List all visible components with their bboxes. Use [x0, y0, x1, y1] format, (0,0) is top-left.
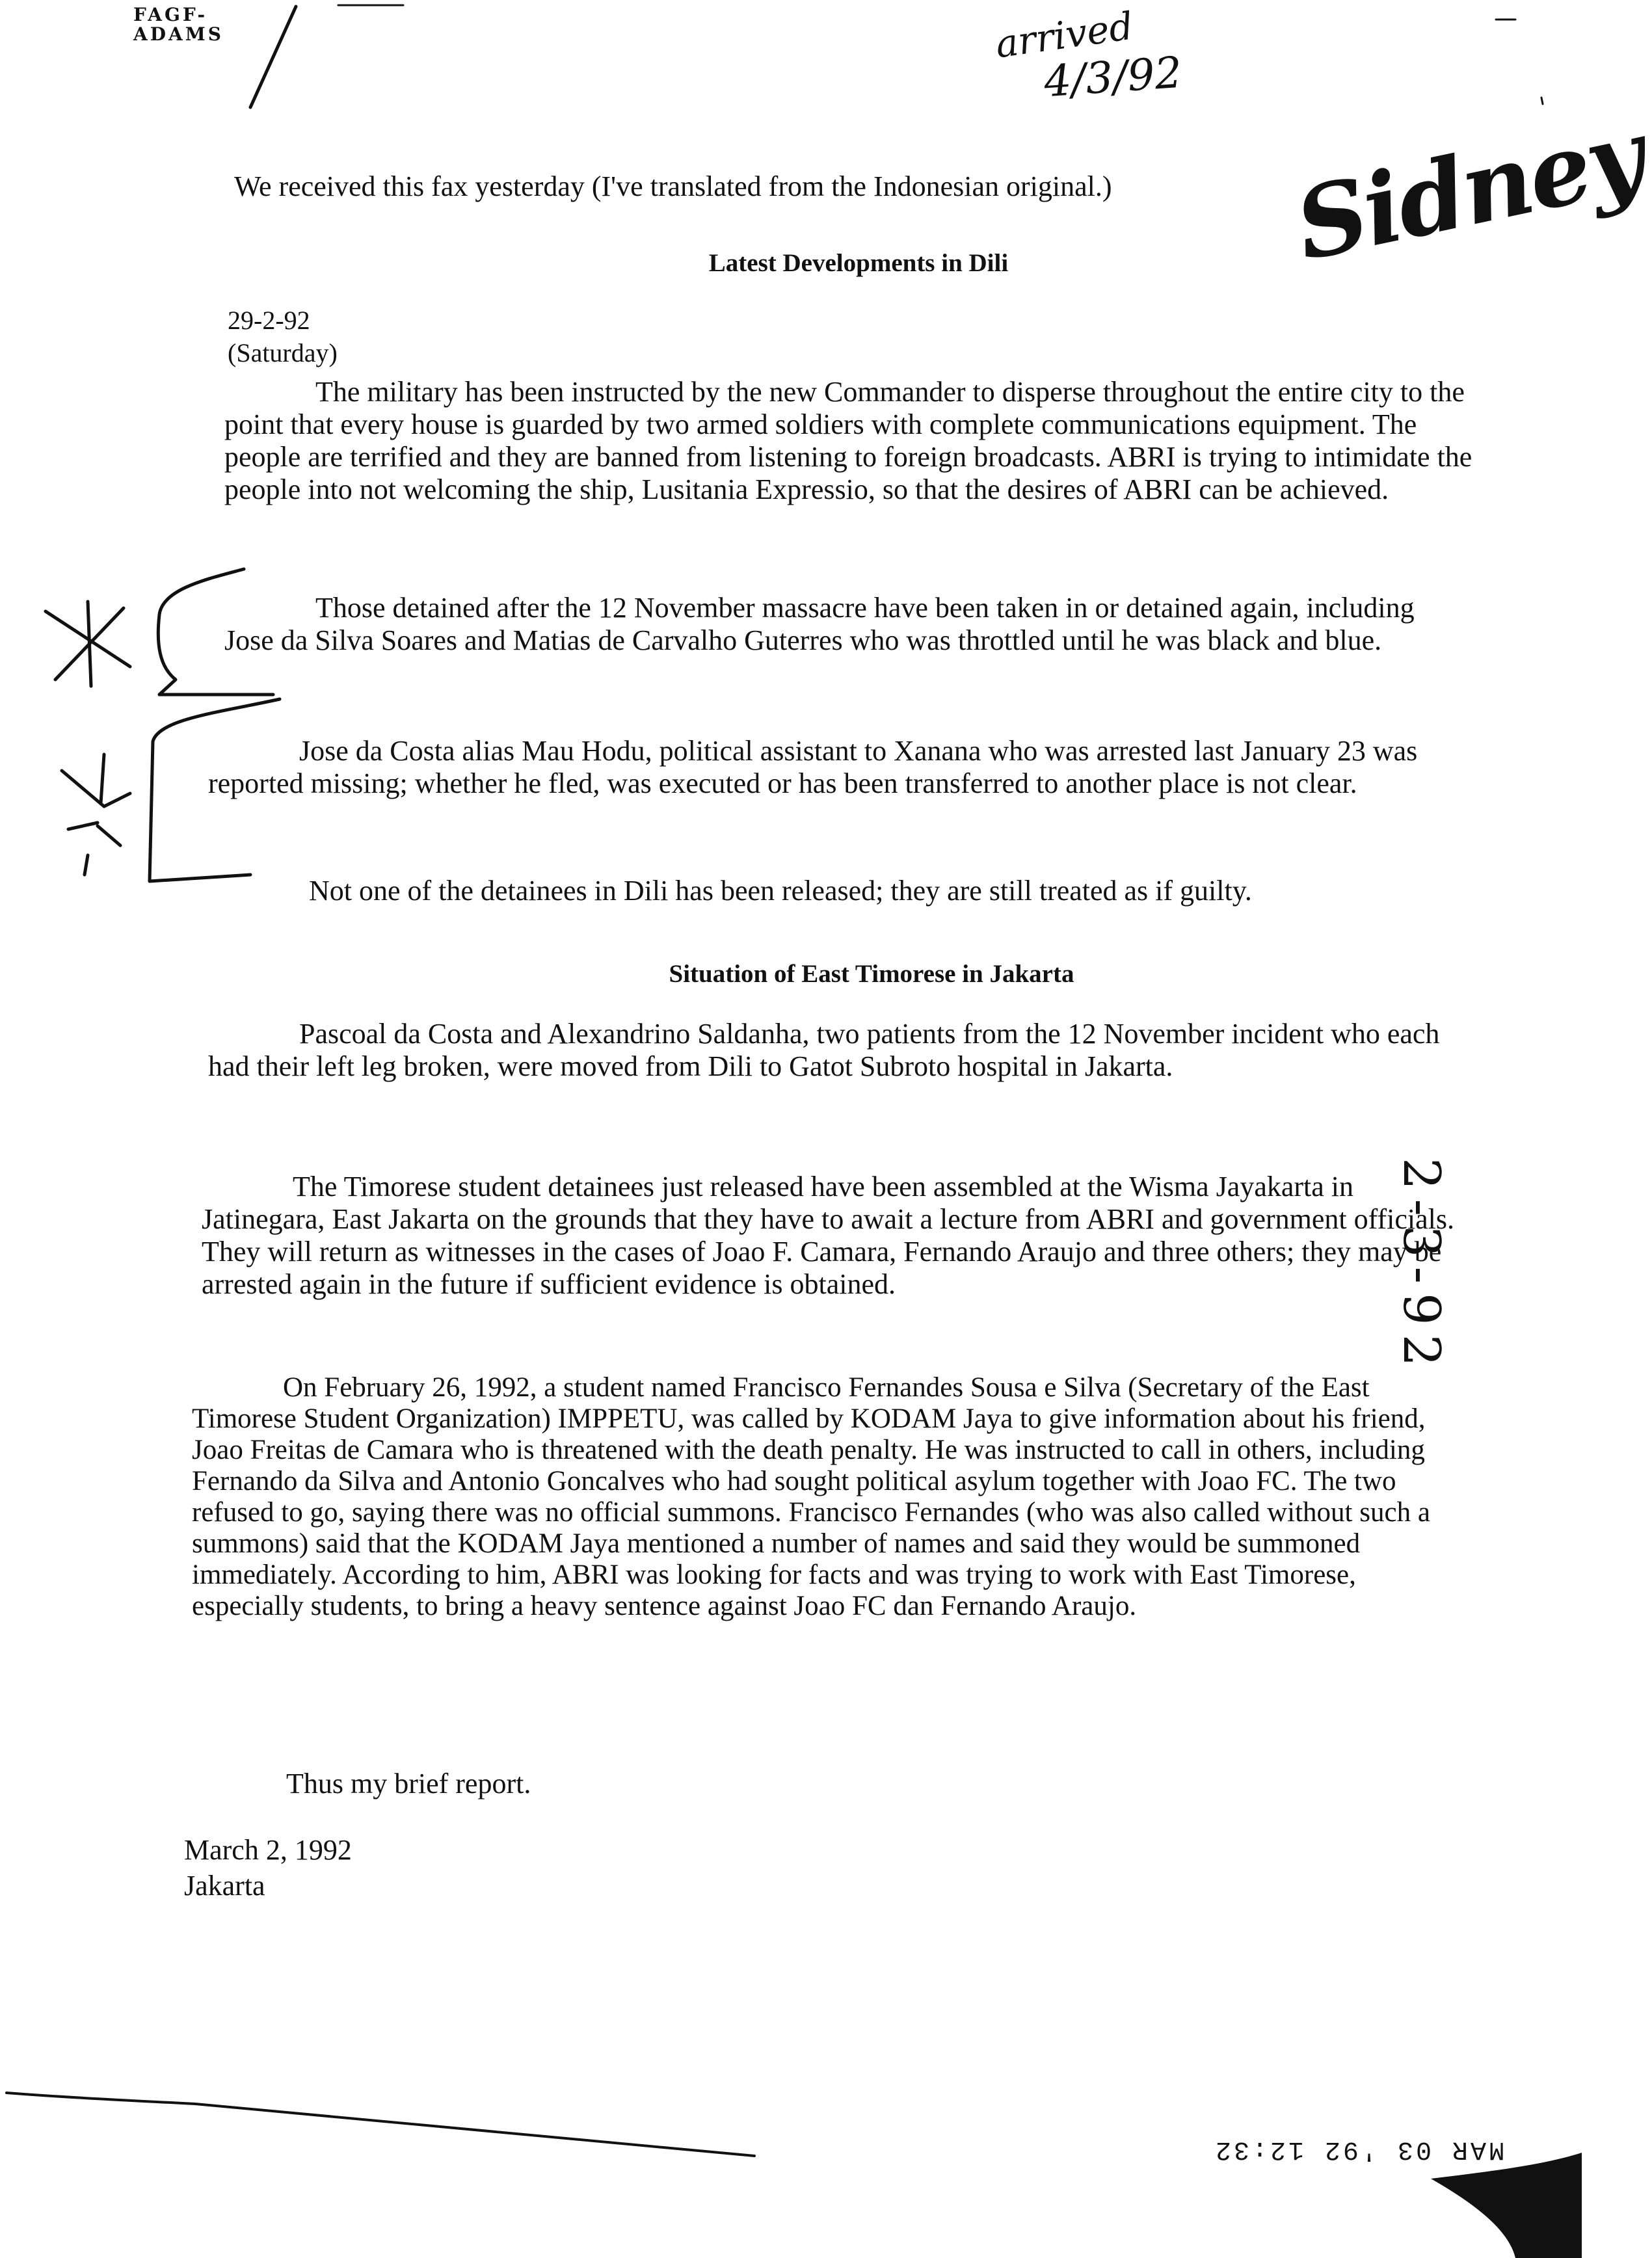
section-1-paragraph: Jose da Costa alias Mau Hodu, political assistant to Xanana who was arrested last January 23 was reported missing; whether he fled, was executed or has been transferred to another place is not clear. [208, 735, 1418, 799]
intro-line: We received this fax yesterday (I've translated from the Indonesian original.) [234, 170, 1112, 202]
asterisk-mark-2 [62, 754, 130, 875]
section-2-paragraph: Pascoal da Costa and Alexandrino Saldanha, two patients from the 12 November incident who each had their left leg broken, were moved from Dili to Gatot Subroto hospital in Jakarta. [208, 1018, 1440, 1082]
report-day: (Saturday) [228, 338, 338, 367]
signature-date: March 2, 1992 [184, 1834, 352, 1866]
handwritten-received-date: 4/3/92 [1042, 47, 1184, 107]
fax-timestamp: MAR 03 '92 12:32 [1213, 2134, 1505, 2164]
report-date: 29-2-92 [228, 306, 310, 335]
fax-edge-smudge [1431, 2153, 1582, 2258]
closing-line: Thus my brief report. [286, 1768, 531, 1800]
section-2-paragraph: The Timorese student detainees just released have been assembled at the Wisma Jayakarta in Jatinegara, East Jakarta on the grounds that they have to await a lecture from ABRI and government officials. They will return as witnesses in the cases of Joao F. Camara, Fernando Araujo and three others; they may be arrested again in the future if sufficient evidence is obtained. [202, 1171, 1455, 1300]
section-1-paragraph: Not one of the detainees in Dili has been released; they are still treated as if guilty. [309, 875, 1252, 907]
slash-mark [250, 7, 296, 107]
scan-line-bottom [7, 2093, 754, 2156]
handwritten-signature: Sidney [1286, 98, 1652, 283]
asterisk-mark-1 [46, 602, 130, 686]
section-2-title: Situation of East Timorese in Jakarta [669, 960, 1074, 988]
signature-place: Jakarta [184, 1870, 265, 1902]
scan-line-right [1496, 20, 1543, 104]
handwritten-received-note: arrived [993, 3, 1136, 67]
margin-date-annotation: 2-3-92 [1392, 1158, 1450, 1376]
section-1-title: Latest Developments in Dili [708, 249, 1009, 277]
corner-note: FAGF- ADAMS [133, 4, 224, 45]
section-1-paragraph: The military has been instructed by the new Commander to disperse throughout the entire city to the point that every house is guarded by two armed soldiers with complete communications equipment. The people are terrified and they are banned from listening to foreign broadcasts. ABRI is trying to intimidate the people into not welcoming the ship, Lusitania Expressio, so that the desires of ABRI can be achieved. [224, 376, 1472, 505]
section-2-paragraph: On February 26, 1992, a student named Francisco Fernandes Sousa e Silva (Secretary of the East Timorese Student Organization) IMPPETU, was called by KODAM Jaya to give information about his friend, Joao Freitas de Camara who is threatened with the death penalty. He was instructed to call in others, including Fernando da Silva and Antonio Goncalves who had sought political asylum together with Joao FC. The two refused to go, saying there was no official summons. Francisco Fernandes (who was also called without such a summons) said that the KODAM Jaya mentioned a number of names and said they would be summoned immediately. According to him, ABRI was looking for facts and was trying to work with East Timorese, especially students, to bring a heavy sentence against Joao FC dan Fernando Araujo. [192, 1372, 1430, 1621]
section-1-paragraph: Those detained after the 12 November massacre have been taken in or detained again, including Jose da Silva Soares and Matias de Carvalho Guterres who was throttled until he was black and blue. [224, 592, 1415, 656]
